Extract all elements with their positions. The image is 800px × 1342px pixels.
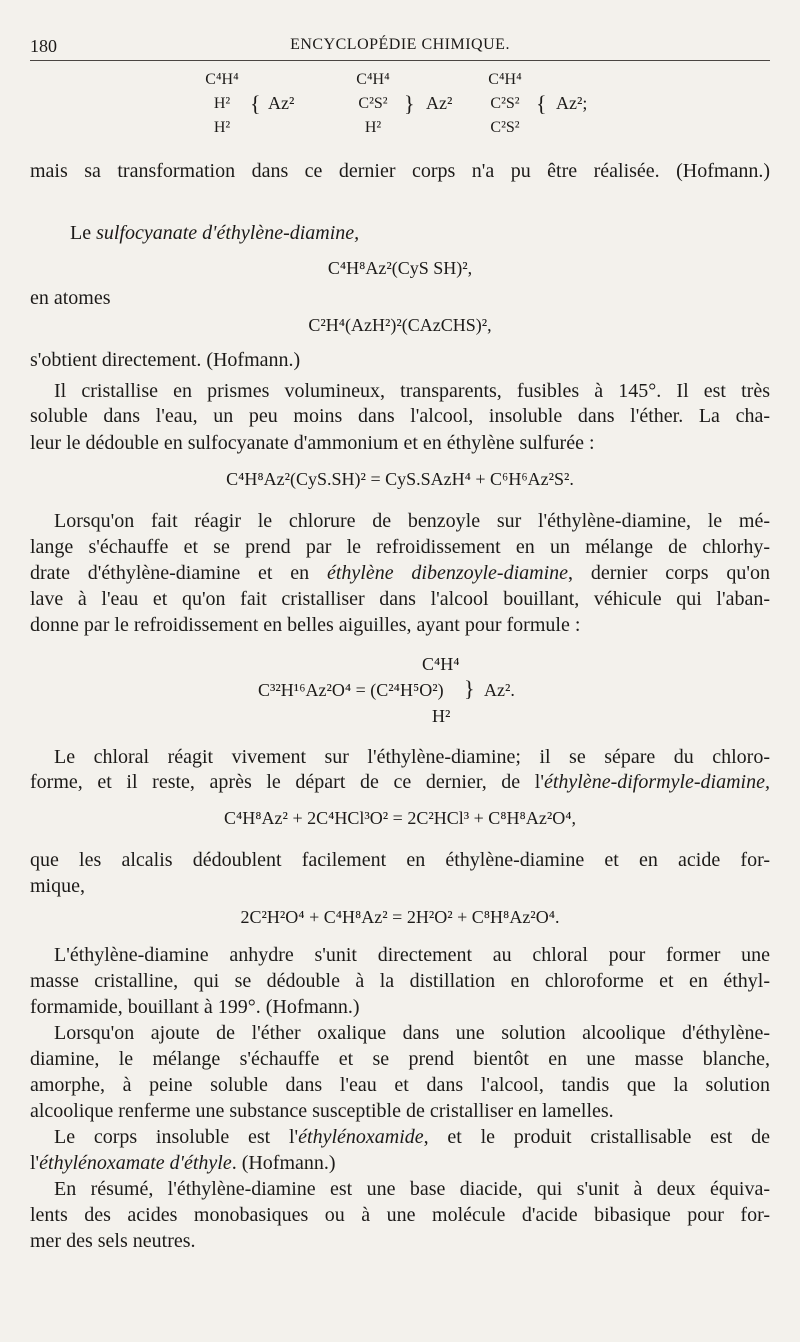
formula-part: C⁴H⁴ (356, 71, 390, 88)
formula-part: C⁴H⁴ (205, 71, 239, 88)
formula-part: C⁴H⁴ (422, 654, 460, 674)
text-line: mique, (30, 875, 85, 897)
text-line: lents des acides monobasiques ou à une molécule d'acide bibasique pour for- (30, 1204, 770, 1226)
text-line: en atomes (30, 287, 111, 309)
text-line: que les alcalis dédoublent facilement en éthylène-diamine et en acide for- (30, 849, 770, 871)
formula-suffix: Az² (426, 93, 453, 113)
text-line: formamide, bouillant à 199°. (Hofmann.) (30, 996, 360, 1018)
formula-suffix: Az² (268, 93, 295, 113)
text-line: Le corps insoluble est l'éthylénoxamide, et le produit cristallisable est de (54, 1126, 771, 1148)
formula-part: C²S² (490, 95, 520, 112)
formula-suffix: Az²; (556, 93, 588, 113)
text-line: Lorsqu'on ajoute de l'éther oxalique dans une solution alcoolique d'éthylène- (54, 1022, 770, 1044)
formula-part: H² (213, 95, 231, 112)
text-line: masse cristalline, qui se dédouble à la distillation en chloroforme et en éthyl- (30, 970, 770, 992)
text-line: amorphe, à peine soluble dans l'eau et dans l'alcool, tandis que la solution (30, 1074, 770, 1096)
formula-part: H² (213, 119, 231, 136)
formula-part: H² (364, 119, 382, 136)
formula-part: C²S² (490, 119, 520, 136)
page-number: 180 (30, 36, 57, 56)
formula-part: C³²H¹⁶Az²O⁴ = (C²⁴H⁵O²) (258, 680, 444, 700)
text-line: Il cristallise en prismes volumineux, transparents, fusibles à 145°. Il est très (54, 380, 770, 402)
formula-line: 2C²H²O⁴ + C⁴H⁸Az² = 2H²O² + C⁸H⁸Az²O⁴. (240, 907, 560, 927)
text-line: lange s'échauffe et se prend par le refroidissement en un mélange de chlorhy- (30, 536, 770, 558)
text-line: Lorsqu'on fait réagir le chlorure de benzoyle sur l'éthylène-diamine, le mé- (54, 510, 770, 532)
formula-suffix: Az². (484, 680, 515, 700)
formula-part: C²S² (358, 95, 388, 112)
text-line: s'obtient directement. (Hofmann.) (30, 349, 301, 371)
text-line: drate d'éthylène-diamine et en éthylène dibenzoyle-diamine, dernier corps qu'on (30, 562, 770, 584)
text-line: mais sa transformation dans ce dernier corps n'a pu être réalisée. (Hofmann.) (30, 160, 770, 182)
text-line: Le sulfocyanate d'éthylène-diamine, (70, 222, 360, 244)
running-title: ENCYCLOPÉDIE CHIMIQUE. (290, 36, 510, 53)
text-line: soluble dans l'eau, un peu moins dans l'alcool, insoluble dans l'éther. La cha- (30, 405, 770, 427)
text-line: lave à l'eau et qu'on fait cristalliser dans l'alcool bouillant, véhicule qui l'aban- (30, 588, 770, 610)
text-line: L'éthylène-diamine anhydre s'unit directement au chloral pour former une (54, 944, 770, 966)
page-header (30, 36, 770, 61)
text-line: diamine, le mélange s'échauffe et se prend bientôt en une masse blanche, (30, 1048, 770, 1070)
text-line: forme, et il reste, après le départ de ce dernier, de l'éthylène-diformyle-diamine, (30, 771, 770, 793)
formula-line: C²H⁴(AzH²)²(CAzCHS)², (308, 315, 492, 335)
page: 180 ENCYCLOPÉDIE CHIMIQUE. C⁴H⁴ H² H² { Az² C⁴H⁴ C²S² H² } Az² C⁴H⁴ C²S² C²S² { Az²; mais sa transformation dans ce dernier corps n'a pu être réalisée. (Hofmann.) Le sulfocyanate d'éthylène-diamine, C⁴H⁸Az²(CyS SH)², en atomes C²H⁴(AzH²)²(CAzCHS)², s'obtient directement. (Hofmann.) Il cristallise en prismes volumineux, transparents, fusibles à 145°. Il est très soluble dans l'eau, un peu moins dans l'alcool, insoluble dans l'éther. La cha- leur le dédouble en sulfocyanate d'ammonium et en éthylène sulfurée : C⁴H⁸Az²(CyS.SH)² = CyS.SAzH⁴ + C⁶H⁶Az²S². Lorsqu'on fait réagir le chlorure de benzoyle sur l'éthylène-diamine, le mé- lange s'échauffe et se prend par le refroidissement en un mélange de chlorhy- drate d'éthylène-diamine et en éthylène dibenzoyle-diamine, dernier corps qu'on lave à l'eau et qu'on fait cristalliser dans l'alcool bouillant, véhicule qui l'aban- donne par le refroidissement en belles aiguilles, ayant pour formule : C⁴H⁴ C³²H¹⁶Az²O⁴ = (C²⁴H⁵O²) } Az². H² Le chloral réagit vivement sur l'éthylène-diamine; il se sépare du chloro- forme, et il reste, après le départ de ce dernier, de l'éthylène-diformyle-diamine, C⁴H⁸Az² + 2C⁴HCl³O² = 2C²HCl³ + C⁸H⁸Az²O⁴, que les alcalis dédoublent facilement en éthylène-diamine et en acide for- mique, 2C²H²O⁴ + C⁴H⁸Az² = 2H²O² + C⁸H⁸Az²O⁴. L'éthylène-diamine anhydre s'unit directement au chloral pour former une masse cristalline, qui se dédouble à la distillation en chloroforme et en éthyl- formamide, bouillant à 199°. (Hofmann.) Lorsqu'on ajoute de l'éther oxalique dans une solution alcoolique d'éthylène- diamine, le mélange s'échauffe et se prend bientôt en une masse blanche, amorphe, à peine soluble dans l'eau et dans l'alcool, tandis que la solution alcoolique renferme une substance susceptible de cristalliser en lamelles. Le corps insoluble est l'éthylénoxamide, et le produit cristallisable est de l'éthylénoxamate d'éthyle. (Hofmann.) En résumé, l'éthylène-diamine est une base diacide, qui s'unit à deux équiva- lents des acides monobasiques ou à une molécule d'acide bibasique pour for- mer des sels neutres. (0, 0, 800, 1342)
formula-part: C⁴H⁴ (488, 71, 522, 88)
text-line: Le chloral réagit vivement sur l'éthylène-diamine; il se sépare du chloro- (54, 746, 770, 768)
formula-line: C⁴H⁸Az²(CyS SH)², (327, 258, 473, 278)
formula-line: C⁴H⁸Az² + 2C⁴HCl³O² = 2C²HCl³ + C⁸H⁸Az²O⁴, (224, 808, 576, 828)
text-line: l'éthylénoxamate d'éthyle. (Hofmann.) (30, 1152, 336, 1174)
formula-part: H² (432, 706, 451, 726)
text-line: donne par le refroidissement en belles aiguilles, ayant pour formule : (30, 614, 581, 636)
text-line: En résumé, l'éthylène-diamine est une base diacide, qui s'unit à deux équiva- (54, 1178, 770, 1200)
text-line: alcoolique renferme une substance susceptible de cristalliser en lamelles. (30, 1100, 614, 1122)
text-line: mer des sels neutres. (30, 1230, 196, 1252)
formula-line: C⁴H⁸Az²(CyS.SH)² = CyS.SAzH⁴ + C⁶H⁶Az²S². (226, 469, 574, 489)
text-line: leur le dédouble en sulfocyanate d'ammonium et en éthylène sulfurée : (30, 432, 595, 454)
